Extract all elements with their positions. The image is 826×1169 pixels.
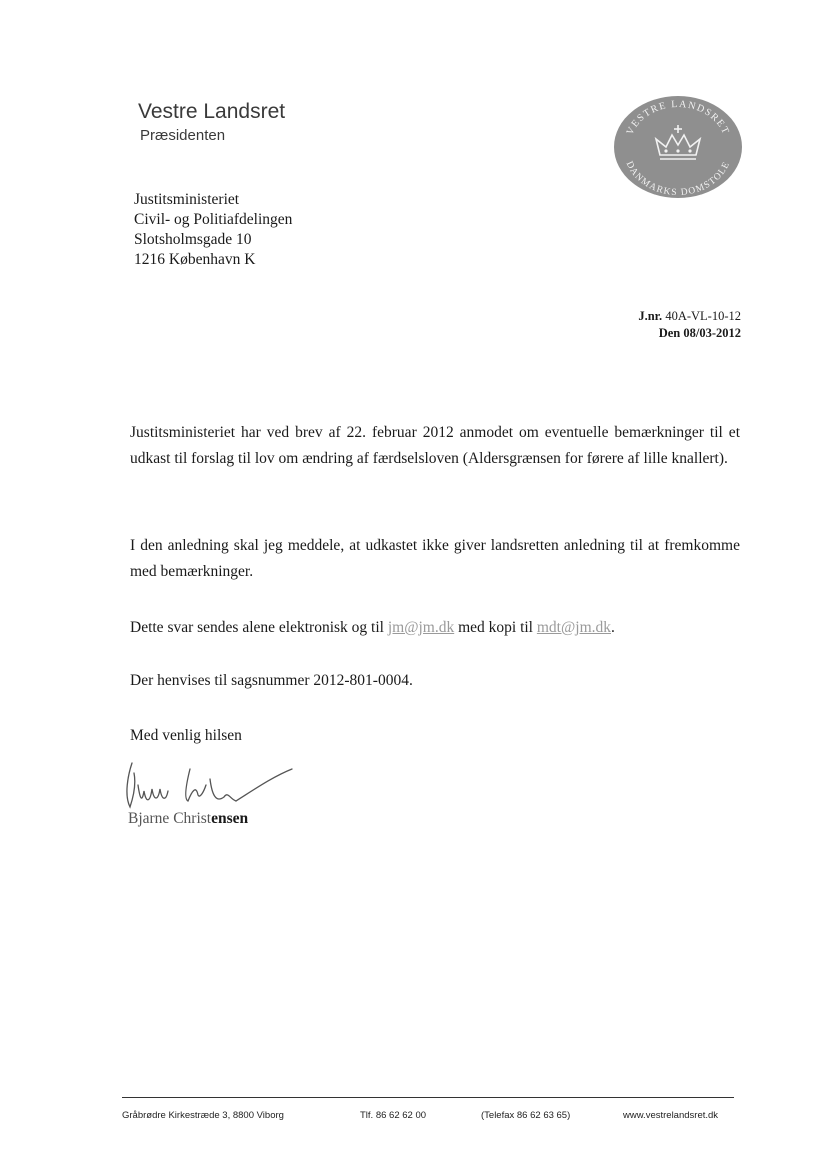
email-link-jm[interactable]: jm@jm.dk (387, 619, 455, 636)
org-name: Vestre Landsret (138, 100, 286, 123)
recipient-line: Slotsholmsgade 10 (134, 231, 252, 248)
seal-top-text: VESTRE LANDSRET (624, 98, 732, 137)
jnr-label: J.nr. (638, 309, 663, 323)
recipient-line: Civil- og Politiafdelingen (134, 211, 293, 228)
jnr-value: 40A-VL-10-12 (665, 309, 741, 323)
distribution-text: . (611, 619, 615, 636)
org-subtitle: Præsidenten (140, 127, 226, 144)
recipient-line: Justitsministeriet (134, 191, 240, 208)
recipient-line: 1216 København K (134, 251, 256, 268)
distribution-text: med kopi til (454, 619, 537, 636)
distribution-text: Dette svar sendes alene elektronisk og til (130, 619, 388, 636)
signatory-name-part: ensen (211, 810, 249, 827)
date-label: Den (658, 326, 681, 340)
footer-address: Gråbrødre Kirkestræde 3, 8800 Viborg (122, 1110, 284, 1121)
body-paragraph-distribution (130, 615, 740, 641)
body-paragraph-response: I den anledning skal jeg meddele, at udkastet ikke giver landsretten anledning til at fremkomme med bemærkninger. (130, 537, 740, 580)
seal-bottom-text: DANMARKS DOMSTOLE (623, 159, 733, 199)
court-seal-icon (612, 95, 744, 200)
body-paragraph-case-number: Der henvises til sagsnummer 2012-801-0004. (130, 672, 413, 689)
reference-block (638, 308, 741, 342)
footer-fax: (Telefax 86 62 63 65) (481, 1110, 571, 1121)
footer-phone: Tlf. 86 62 62 00 (360, 1110, 427, 1121)
signatory-name (128, 810, 248, 828)
date-value: 08/03-2012 (683, 326, 741, 340)
footer-divider (122, 1097, 734, 1098)
closing-greeting: Med venlig hilsen (130, 727, 242, 744)
body-paragraph-request: Justitsministeriet har ved brev af 22. februar 2012 anmodet om eventuelle bemærkninger til et udkast til forslag til lov om ændring af færdselsloven (Aldersgrænsen for førere af lille knallert). (130, 424, 740, 467)
recipient-address (134, 190, 292, 270)
email-link-mdt[interactable]: mdt@jm.dk (536, 619, 611, 636)
footer-website-link[interactable]: www.vestrelandsret.dk (623, 1110, 719, 1121)
signatory-name-part: Bjarne Christ (128, 810, 212, 827)
